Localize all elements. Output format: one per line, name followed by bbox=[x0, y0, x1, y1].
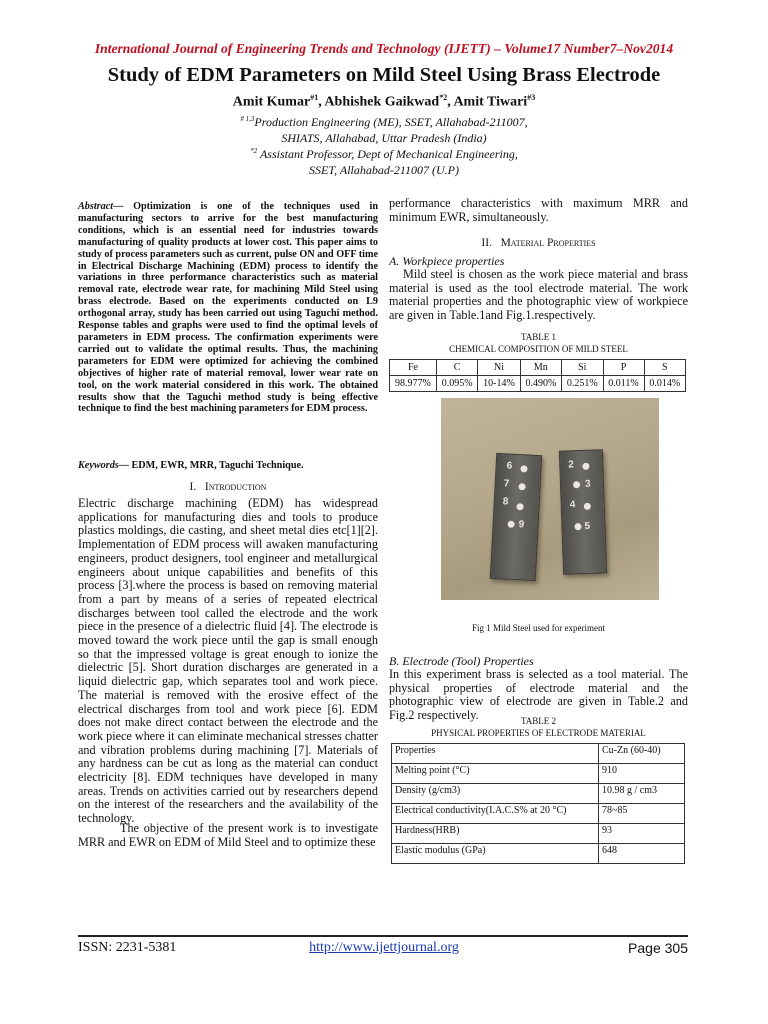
plate-hole bbox=[507, 521, 514, 528]
section-number: II. bbox=[481, 237, 492, 249]
table-cell: Si bbox=[562, 360, 603, 376]
author-sup: *2 bbox=[439, 93, 448, 102]
mild-steel-photo bbox=[441, 398, 659, 600]
table-cell: Ni bbox=[478, 360, 520, 376]
author-name: Abhishek Gaikwad bbox=[324, 94, 440, 110]
table-row bbox=[392, 764, 685, 784]
table-title: PHYSICAL PROPERTIES OF ELECTRODE MATERIAL bbox=[431, 728, 646, 738]
page-number: Page 305 bbox=[628, 940, 688, 956]
table-cell: P bbox=[603, 360, 644, 376]
plate-hole bbox=[520, 465, 527, 472]
keywords-text: — EDM, EWR, MRR, Taguchi Technique. bbox=[118, 460, 304, 471]
footer-divider bbox=[78, 935, 688, 937]
keywords-label: Keywords bbox=[78, 460, 119, 471]
plate-mark: 6 bbox=[506, 460, 513, 472]
intro-paragraph: The objective of the present work is to investigate MRR and EWR on EDM of Mild Steel and to optimize these bbox=[78, 821, 378, 849]
table-row bbox=[390, 376, 686, 392]
table-cell: Hardness(HRB) bbox=[392, 824, 599, 844]
table-cell: 78~85 bbox=[599, 804, 685, 824]
subsection-heading: A. Workpiece properties bbox=[389, 254, 505, 268]
subsection-heading: B. Electrode (Tool) Properties bbox=[389, 654, 534, 668]
plate-mark: 9 bbox=[518, 519, 525, 531]
table-cell: C bbox=[436, 360, 477, 376]
affiliation-sup: *2 bbox=[250, 147, 258, 155]
table-cell: Density (g/cm3) bbox=[392, 784, 599, 804]
table-row bbox=[392, 744, 685, 764]
affiliation-line bbox=[0, 147, 768, 162]
table-cell: Fe bbox=[390, 360, 437, 376]
affiliation-line bbox=[0, 115, 768, 130]
table-header-row bbox=[390, 360, 686, 376]
plate-mark: 5 bbox=[584, 520, 591, 532]
table-cell: 648 bbox=[599, 844, 685, 864]
table-cell: 98.977% bbox=[390, 376, 437, 392]
table-cell: 0.251% bbox=[562, 376, 603, 392]
affiliation-text: Assistant Professor, Dept of Mechanical Engineering, bbox=[259, 147, 518, 161]
table-cell: 0.011% bbox=[603, 376, 644, 392]
table-cell: 10.98 g / cm3 bbox=[599, 784, 685, 804]
table-title: CHEMICAL COMPOSITION OF MILD STEEL bbox=[449, 344, 628, 354]
plate-mark: 3 bbox=[584, 478, 591, 490]
table-cell: Mn bbox=[520, 360, 561, 376]
table-row bbox=[392, 804, 685, 824]
body-paragraph: In this experiment brass is selected as a tool material. The physical properties of electrode material and the photographic view of electrode are given in Table.2 and Fig.2 respectively. bbox=[389, 667, 688, 723]
journal-header: International Journal of Engineering Trends and Technology (IJETT) – Volume17 Number7–Nov2014 bbox=[94, 41, 674, 56]
body-paragraph: performance characteristics with maximum MRR and minimum EWR, simultaneously. bbox=[389, 196, 688, 224]
plate-hole bbox=[582, 463, 589, 470]
table-row bbox=[392, 784, 685, 804]
plate-hole bbox=[516, 503, 523, 510]
steel-plate bbox=[490, 453, 543, 581]
plate-mark: 8 bbox=[502, 496, 509, 508]
affiliation-line: SSET, Allahabad-211007 (U.P) bbox=[309, 163, 459, 177]
plate-hole bbox=[584, 503, 591, 510]
author-name: Amit Kumar bbox=[232, 94, 311, 110]
table-cell: Properties bbox=[392, 744, 599, 764]
table-cell: 10-14% bbox=[478, 376, 520, 392]
section-heading bbox=[389, 237, 688, 249]
plate-mark: 2 bbox=[568, 459, 575, 471]
author-list: Amit Kumar$^{\#1}$, Abhishek Gaikwad$^{*2}$, Amit Tiwari$^{\#3}$ bbox=[232, 93, 536, 110]
plate-mark: 4 bbox=[569, 499, 576, 511]
journal-link[interactable]: http://www.ijettjournal.org bbox=[309, 940, 459, 955]
abstract-text: Optimization is one of the techniques used in manufacturing sectors to arrive for the best manufacturing conditions, which is an essential need for industries towards manufacturing of quality products at lower cost. This paper aims to study of process parameters such as current, pulse ON and OFF time in Electrical Discharge Machining (EDM) process to identify the variations in three performance characteristics such as material removal rate, electrode wear rate, for machining Mild Steel using brass electrode. Based on the experiments conducted on L9 orthogonal array, study has been carried out using Taguchi method. Response tables and graphs were used to find the optimal levels of parameters in EDM process. The confirmation experiments were carried out to validate the optimal results. Thus, the machining parameters for EDM were optimized for achieving the combined objectives of higher rate of material removal, lower wear rate on tool, on the work material considered in this work. The obtained results show that the Taguchi method study is being effective technique to find the best machining parameters for EDM process. bbox=[78, 201, 378, 415]
plate-hole bbox=[518, 483, 525, 490]
affiliation-text: Production Engineering (ME), SSET, Allahabad-211007, bbox=[254, 115, 528, 129]
table-cell: S bbox=[644, 360, 685, 376]
table-cell: Cu-Zn (60-40) bbox=[599, 744, 685, 764]
table-cell: 0.095% bbox=[436, 376, 477, 392]
table-cell: Elastic modulus (GPa) bbox=[392, 844, 599, 864]
section-title: Introduction bbox=[204, 481, 267, 493]
electrode-properties-table bbox=[391, 743, 685, 864]
table-label: TABLE 1 bbox=[520, 332, 557, 342]
abstract-dash: — bbox=[113, 201, 134, 212]
section-heading bbox=[78, 481, 378, 493]
table-cell: Electrical conductivity(I.A.C.S% at 20 °C) bbox=[392, 804, 599, 824]
section-number: I. bbox=[189, 481, 197, 493]
paper-title: Study of EDM Parameters on Mild Steel Using Brass Electrode bbox=[107, 64, 661, 86]
table-cell: 910 bbox=[599, 764, 685, 784]
issn-number: ISSN: 2231-5381 bbox=[78, 940, 177, 955]
author-sup: #3 bbox=[527, 93, 536, 102]
body-paragraph: Mild steel is chosen as the work piece material and brass material is used as the tool electrode material. The work material properties and the photographic view of workpiece are given in Table.1and Fig.1.respectively. bbox=[389, 267, 688, 323]
affiliation-sup: # 1,3 bbox=[240, 115, 255, 123]
author-name: Amit Tiwari bbox=[453, 94, 528, 110]
composition-table bbox=[389, 359, 686, 392]
table-cell: Melting point (°C) bbox=[392, 764, 599, 784]
affiliation-line: SHIATS, Allahabad, Uttar Pradesh (India) bbox=[281, 131, 487, 145]
table-cell: 93 bbox=[599, 824, 685, 844]
abstract-label: Abstract bbox=[78, 201, 114, 212]
figure-caption: Fig 1 Mild Steel used for experiment bbox=[472, 623, 605, 633]
table-label: TABLE 2 bbox=[520, 716, 557, 726]
keywords bbox=[78, 460, 378, 471]
section-title: Material Properties bbox=[500, 237, 596, 249]
author-sup: #1 bbox=[310, 93, 319, 102]
abstract bbox=[78, 201, 378, 415]
plate-hole bbox=[574, 523, 581, 530]
table-row bbox=[392, 844, 685, 864]
plate-hole bbox=[573, 481, 580, 488]
table-cell: 0.490% bbox=[520, 376, 561, 392]
table-row bbox=[392, 824, 685, 844]
plate-mark: 7 bbox=[503, 478, 510, 490]
intro-paragraph: Electric discharge machining (EDM) has widespread applications for manufacturing dies and tools to produce plastics moldings, die casting, and sheet metal dies etc[1][2]. Implementation of EDM process will awaken manufacturing engineers, product designers, tool engineer and metallurgical engineers about unique capabilities and benefits of this process [3].where the process is based on removing material from a part by means of a series of repeated electrical discharges between tool called the electrode and the work piece in the presence of a dielectric fluid [4]. The electrode is moved toward the work piece until the gap is small enough so that the impressed voltage is great enough to ionize the dielectric [5]. Short duration discharges are generated in a liquid dielectric gap, which separates tool and work piece. The material is removed with the erosive effect of the electrical discharges from tool and work piece [6]. EDM does not make direct contact between the electrode and the work piece where it can eliminate mechanical stresses chatter and vibration problems during machining [7]. Materials of any hardness can be cut as long as the material can conduct electricity [8]. EDM techniques have developed in many areas. Trends on activities carried out by researchers depend on the interest of the researchers and the availability of the technology. bbox=[78, 496, 378, 826]
steel-plate bbox=[559, 449, 607, 574]
table-cell: 0.014% bbox=[644, 376, 685, 392]
